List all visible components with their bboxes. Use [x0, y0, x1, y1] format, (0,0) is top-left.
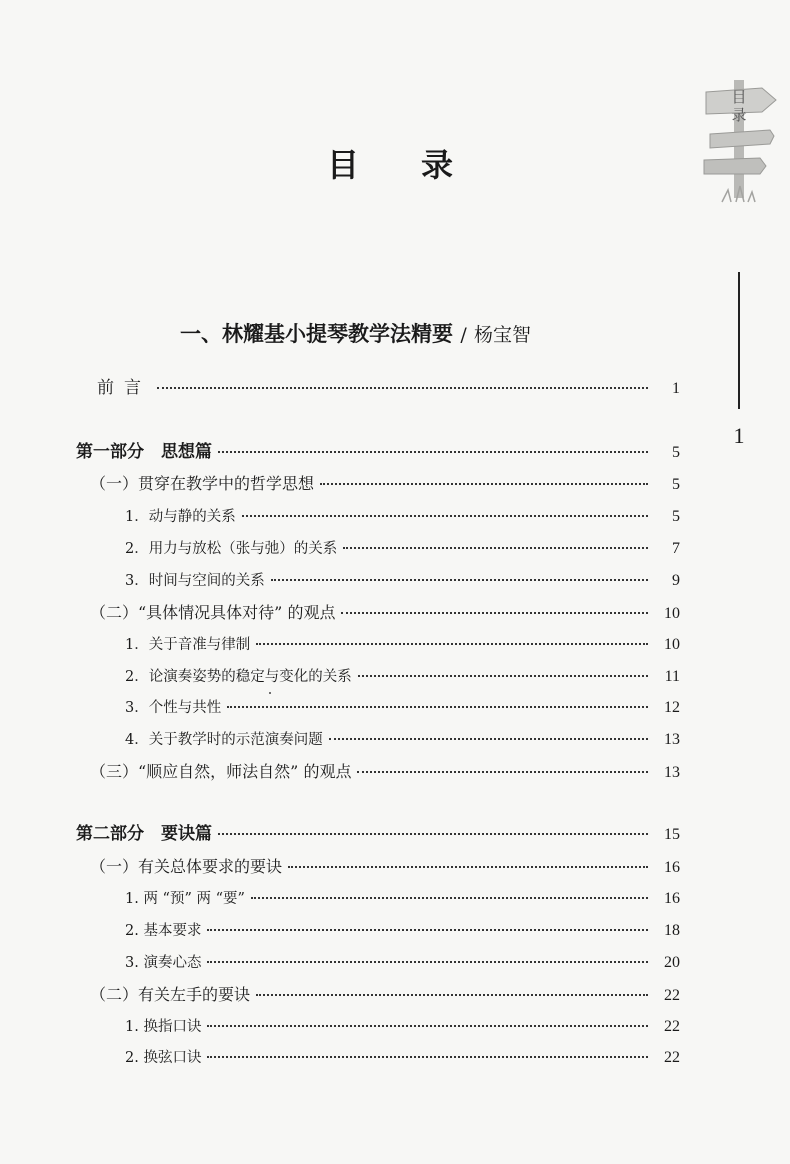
- toc-entry: [125, 952, 680, 974]
- toc-entry: [76, 441, 680, 463]
- toc-leader-dots: [329, 738, 648, 740]
- toc-entry-page: 10: [664, 636, 680, 653]
- toc-entry-label: 1．动与静的关系: [125, 509, 236, 525]
- toc-leader-dots: [288, 866, 648, 868]
- toc-entry-page: 18: [664, 922, 680, 939]
- toc-entry-page: 5: [672, 476, 680, 493]
- toc-entry: [90, 602, 680, 624]
- toc-leader-dots: [256, 643, 648, 645]
- toc-entry-label: 1. 换指口诀: [125, 1019, 202, 1035]
- toc-entry: [90, 761, 680, 783]
- section-author: 杨宝智: [474, 324, 532, 346]
- toc-entry: [90, 856, 680, 878]
- toc-leader-dots: [341, 612, 648, 614]
- toc-entry-label: （一）有关总体要求的要诀: [90, 857, 283, 876]
- toc-entry: [125, 506, 680, 528]
- toc-entry: [125, 538, 680, 560]
- side-rule: [738, 272, 740, 409]
- stray-mark: [269, 692, 271, 694]
- corner-tab-label: 目录: [731, 88, 747, 124]
- toc-leader-dots: [271, 579, 648, 581]
- toc-leader-dots: [227, 706, 648, 708]
- toc-entry: [125, 1047, 680, 1069]
- toc-entry-label: 第二部分 要诀篇: [76, 824, 212, 844]
- toc-leader-dots: [207, 929, 648, 931]
- toc-entry-page: 22: [664, 987, 680, 1004]
- toc-entry-label: 2．用力与放松（张与弛）的关系: [125, 541, 338, 557]
- toc-leader-dots: [256, 994, 648, 996]
- toc-entry-page: 5: [672, 508, 680, 525]
- toc-leader-dots: [320, 483, 648, 485]
- toc-entry-label: 4．关于教学时的示范演奏问题: [125, 732, 323, 748]
- toc-entry: [125, 888, 680, 910]
- toc-entry-page: 10: [664, 605, 680, 622]
- toc-entry-label: （二）“具体情况具体对待” 的观点: [90, 603, 336, 622]
- page-title: 目录: [326, 146, 515, 184]
- toc-entry-page: 13: [664, 731, 680, 748]
- toc-entry-label: 3. 演奏心态: [125, 955, 202, 971]
- toc-entry: [125, 666, 680, 688]
- toc-entry-label: （一）贯穿在教学中的哲学思想: [90, 474, 315, 493]
- toc-entry-page: 16: [664, 859, 680, 876]
- toc-entry-label: 1. 两 “预” 两 “要”: [125, 891, 245, 907]
- toc-entry: [97, 377, 680, 399]
- section-title: 一、林耀基小提琴教学法精要: [180, 321, 453, 346]
- toc-leader-dots: [357, 771, 648, 773]
- toc-entry: [90, 473, 680, 495]
- toc-entry-page: 15: [664, 826, 680, 843]
- toc-entry: [125, 697, 680, 719]
- toc-entry-page: 16: [664, 890, 680, 907]
- toc-entry-page: 20: [664, 954, 680, 971]
- toc-entry: [125, 920, 680, 942]
- toc-entry-label: 3．个性与共性: [125, 700, 222, 716]
- toc-entry-label: 前言: [97, 378, 151, 398]
- toc-leader-dots: [207, 1056, 648, 1058]
- toc-entry-label: 1．关于音准与律制: [125, 637, 251, 653]
- toc-entry-page: 13: [664, 764, 680, 781]
- toc-leader-dots: [157, 387, 648, 389]
- toc-entry-page: 11: [664, 668, 680, 685]
- toc-entry: [125, 1016, 680, 1038]
- toc-entry-label: 2．论演奏姿势的稳定与变化的关系: [125, 669, 352, 685]
- toc-leader-dots: [207, 961, 648, 963]
- toc-leader-dots: [242, 515, 648, 517]
- toc-entry: [76, 823, 680, 845]
- toc-entry-page: 9: [672, 572, 680, 589]
- toc-entry: [125, 570, 680, 592]
- toc-entry-label: 2. 换弦口诀: [125, 1050, 202, 1066]
- toc-entry: [90, 984, 680, 1006]
- toc-entry-page: 12: [664, 699, 680, 716]
- toc-entry: [125, 729, 680, 751]
- toc-entry-label: 第一部分 思想篇: [76, 442, 212, 462]
- toc-entry-page: 22: [664, 1018, 680, 1035]
- toc-leader-dots: [251, 897, 648, 899]
- toc-leader-dots: [358, 675, 648, 677]
- toc-entry-page: 1: [672, 380, 680, 397]
- toc-entry: [125, 634, 680, 656]
- page-number: 1: [733, 423, 745, 448]
- toc-entry-label: 3．时间与空间的关系: [125, 573, 265, 589]
- toc-entry-page: 5: [672, 444, 680, 461]
- toc-leader-dots: [343, 547, 648, 549]
- section-heading: [180, 318, 580, 348]
- toc-entry-label: （三）“顺应自然，师法自然” 的观点: [90, 762, 352, 781]
- toc-entry-label: 2. 基本要求: [125, 923, 202, 939]
- toc-leader-dots: [207, 1025, 648, 1027]
- toc-entry-label: （二）有关左手的要诀: [90, 985, 251, 1004]
- toc-leader-dots: [218, 451, 648, 453]
- toc-entry-page: 7: [672, 540, 680, 557]
- toc-entry-page: 22: [664, 1049, 680, 1066]
- section-separator: /: [460, 324, 467, 346]
- toc-leader-dots: [218, 833, 648, 835]
